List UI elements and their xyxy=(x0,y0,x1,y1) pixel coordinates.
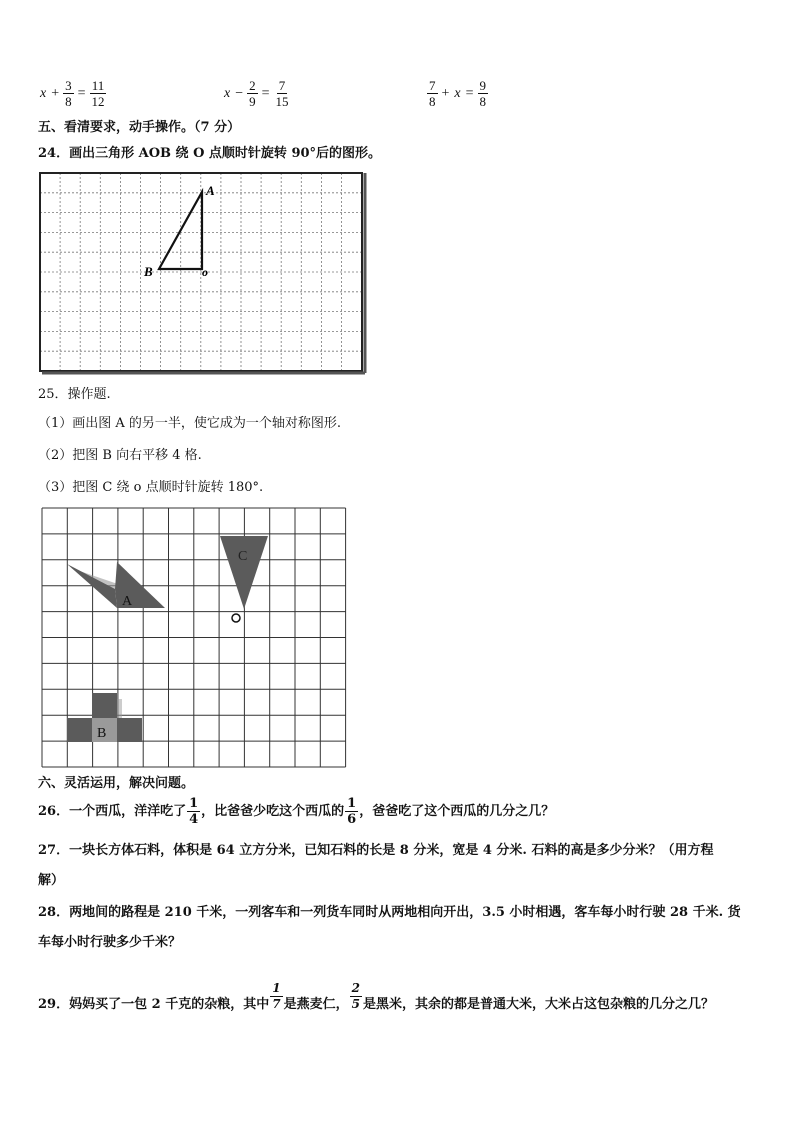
section-5-title: 五、看清要求，动手操作。（7 分） xyxy=(38,120,241,135)
fraction: $\frac{9}{8}$ xyxy=(479,78,487,109)
question-27-line-2: 解） xyxy=(38,873,65,888)
point-b-label: B xyxy=(144,264,153,279)
operator: + xyxy=(441,85,450,101)
variable-x: x xyxy=(40,85,47,101)
fraction: $\frac{1}{4}$ xyxy=(189,796,199,827)
question-28-line-2: 车每小时行驶多少千米？ xyxy=(38,935,182,950)
equation-2 xyxy=(222,78,292,109)
question-26: 26．一个西瓜，洋洋吃了 $\frac{1}{4}$ ，比爸爸少吃这个西瓜的 $\frac{1}{6}$ ，爸爸吃了这个西瓜的几分之几？ xyxy=(38,796,555,827)
point-a-label: A xyxy=(206,183,215,198)
point-o-marker xyxy=(232,614,240,622)
operator: + xyxy=(51,85,60,101)
rotation-grid-figure xyxy=(38,171,368,375)
figure-c-label: C xyxy=(238,549,248,564)
equals-sign: = xyxy=(77,85,86,101)
figure-c xyxy=(220,536,268,609)
fraction: $\frac{3}{8}$ xyxy=(65,78,72,109)
figure-b-label: B xyxy=(97,726,107,741)
fraction: $\frac{1}{7}$ xyxy=(272,981,281,1011)
question-28-line-1: 28．两地间的路程是 210 千米，一列客车和一列货车同时从两地相向开出，3.5 小时相遇，客车每小时行驶 28 千米. 货 xyxy=(38,905,741,920)
question-25-item-2: （2）把图 B 向右平移 4 格. xyxy=(38,448,202,463)
equation-3 xyxy=(426,78,489,109)
question-25-item-3: （3）把图 C 绕 o 点顺时针旋转 180°. xyxy=(38,480,264,495)
equation-1 xyxy=(38,78,108,109)
fraction: $\frac{11}{12}$ xyxy=(91,78,105,109)
question-27-line-1: 27．一块长方体石料，体积是 64 立方分米，已知石料的长是 8 分米，宽是 4 分米. 石料的高是多少分米？（用方程 xyxy=(38,843,714,858)
point-o-label: o xyxy=(202,265,208,279)
section-6-title: 六、灵活运用，解决问题。 xyxy=(38,776,195,791)
question-29: 29．妈妈买了一包 2 千克的杂粮，其中 $\frac{1}{7}$ 是燕麦仁， $\frac{2}{5}$ 是黑米，其余的都是普通大米，大米占这包杂粮的几分之几？ xyxy=(38,981,714,1012)
equals-sign: = xyxy=(465,85,474,101)
equals-sign: = xyxy=(261,85,270,101)
fraction: $\frac{7}{8}$ xyxy=(429,78,436,109)
figure-a-label: A xyxy=(122,594,133,609)
fraction: $\frac{1}{6}$ xyxy=(347,796,357,827)
transform-grid-figure xyxy=(40,506,354,772)
fraction: $\frac{7}{15}$ xyxy=(275,78,289,109)
question-25-item-1: （1）画出图 A 的另一半，使它成为一个轴对称图形. xyxy=(38,416,342,431)
question-25-title: 25．操作题. xyxy=(38,387,111,402)
fraction: $\frac{2}{5}$ xyxy=(351,981,360,1011)
variable-x: x xyxy=(454,85,461,101)
fraction: $\frac{2}{9}$ xyxy=(249,78,256,109)
variable-x: x xyxy=(224,85,231,101)
operator: − xyxy=(235,85,244,101)
question-24-text: 24．画出三角形 AOB 绕 O 点顺时针旋转 90°后的图形。 xyxy=(38,146,382,161)
